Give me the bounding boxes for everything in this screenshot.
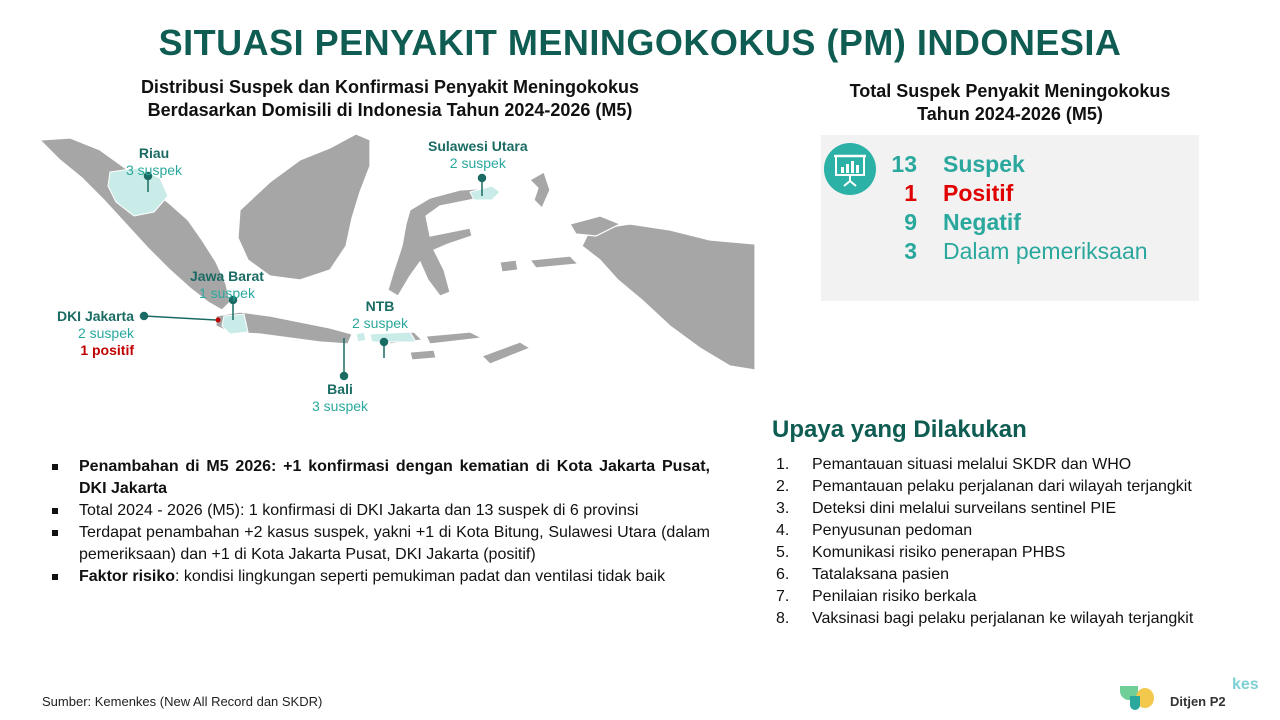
bullet-square-icon [52,530,58,536]
logo-kes-text: kes [1232,676,1259,693]
bullet-text: Total 2024 - 2026 (M5): 1 konfirmasi di DKI Jakarta dan 13 suspek di 6 provinsi [79,502,639,519]
province-bali [356,332,366,342]
island-seram [530,256,578,268]
label-bali-count: 3 suspek [312,398,369,414]
bullet-text: : kondisi lingkungan seperti pemukiman padat dan ventilasi tidak baik [175,568,666,585]
bullet-bold-text: Faktor risiko [79,568,176,585]
label-sulut-count: 2 suspek [449,155,506,171]
label-dki [40,308,134,359]
island-sulawesi [388,188,500,296]
province-sulawesi-utara [470,186,500,200]
island-halmahera [530,172,550,208]
logo-drop-icon [1130,696,1140,710]
province-ntb [370,332,416,342]
province-jawa-barat [222,314,248,334]
bullet-item [50,522,710,566]
island-sumba [410,350,436,360]
label-dki-name: DKI Jakarta [56,308,134,324]
total-row-pemeriksaan [881,238,1191,267]
bullet-item [50,566,710,588]
action-number: 7. [776,588,790,605]
label-ntb-count: 2 suspek [352,315,409,331]
summary-bullets [50,456,710,588]
action-text: Penilaian risiko berkala [812,588,977,605]
indonesia-map [30,120,755,414]
presentation-chart-icon [824,143,876,195]
total-row-positif [881,180,1191,209]
source-note: Sumber: Kemenkes (New All Record dan SKDR) [42,694,323,709]
logo-text: Ditjen P2 [1170,694,1226,709]
label-bali [312,381,368,415]
island-flores [426,332,482,344]
bullet-square-icon [52,574,58,580]
total-suspek-label: Suspek [943,151,1025,177]
action-number: 6. [776,566,790,583]
totals-title-line1: Total Suspek Penyakit Meningokokus [849,81,1171,101]
action-number: 2. [776,478,790,495]
total-positif-label: Positif [943,180,1014,206]
page-title: SITUASI PENYAKIT MENINGOKOKUS (PM) INDONESIA [158,22,1122,63]
dot-bali [341,373,348,380]
action-item [772,542,1252,564]
label-dki-positive: 1 positif [80,342,134,358]
action-number: 8. [776,610,790,627]
bullet-text: Penambahan di M5 2026: +1 konfirmasi dengan kematian di Kota Jakarta Pusat, DKI Jakarta [79,458,710,497]
map-title [80,76,700,122]
bullet-item [50,456,710,500]
label-riau-name: Riau [138,145,170,161]
ditjen-p2-logo [1118,672,1278,718]
total-positif-num: 1 [904,180,917,206]
action-number: 5. [776,544,790,561]
actions-list [772,454,1252,630]
action-text: Tatalaksana pasien [812,566,949,583]
action-text: Pemantauan situasi melalui SKDR dan WHO [812,456,1132,473]
dot-dki [141,313,148,320]
label-jabar [190,268,264,302]
total-row-negatif [881,209,1191,238]
action-text: Penyusunan pedoman [812,522,973,539]
label-dki-count: 2 suspek [77,325,134,341]
map-title-line2: Berdasarkan Domisili di Indonesia Tahun 2024-2026 (M5) [147,100,633,120]
action-text: Komunikasi risiko penerapan PHBS [812,544,1066,561]
totals-box [821,135,1199,301]
total-pemeriksaan-num: 3 [904,238,917,264]
bullet-text: Terdapat penambahan +2 kasus suspek, yakni +1 di Kota Bitung, Sulawesi Utara (dalam pemeriksaan) dan +1 di Kota Jakarta Pusat, DKI Jakarta (positif) [79,524,710,563]
label-ntb-name: NTB [365,298,395,314]
total-suspek-num: 13 [891,151,917,177]
label-sulut [428,138,528,172]
action-item [772,476,1252,498]
total-negatif-num: 9 [904,209,917,235]
label-riau-count: 3 suspek [126,162,183,178]
action-item [772,520,1252,542]
action-item [772,498,1252,520]
action-number: 1. [776,456,790,473]
action-item [772,608,1252,630]
total-negatif-label: Negatif [943,209,1021,235]
label-riau [126,145,182,179]
island-papua [582,224,755,370]
action-item [772,564,1252,586]
totals-title [812,80,1208,126]
action-text: Pemantauan pelaku perjalanan dari wilayah terjangkit [812,478,1192,495]
island-timor [482,342,530,364]
dki-marker [216,318,221,323]
action-text: Vaksinasi bagi pelaku perjalanan ke wilayah terjangkit [812,610,1194,627]
label-jabar-count: 1 suspek [198,285,255,301]
action-item [772,586,1252,608]
label-sulut-name: Sulawesi Utara [428,138,528,154]
actions-title: Upaya yang Dilakukan [772,416,1027,443]
action-number: 4. [776,522,790,539]
action-text: Deteksi dini melalui surveilans sentinel PIE [812,500,1117,517]
total-pemeriksaan-label: Dalam pemeriksaan [943,238,1148,264]
dot-ntb [381,339,388,346]
island-buru [500,260,518,272]
action-item [772,454,1252,476]
dot-sulut [479,175,486,182]
leader-dki [144,316,216,320]
total-row-suspek [881,151,1191,180]
bullet-square-icon [52,464,58,470]
action-number: 3. [776,500,790,517]
label-ntb [352,298,408,332]
island-kalimantan [238,134,370,280]
label-bali-name: Bali [327,381,353,397]
totals-title-line2: Tahun 2024-2026 (M5) [917,104,1103,124]
bullet-square-icon [52,508,58,514]
label-jabar-name: Jawa Barat [190,268,264,284]
map-title-line1: Distribusi Suspek dan Konfirmasi Penyakit Meningokokus [140,77,640,97]
bullet-item [50,500,710,522]
